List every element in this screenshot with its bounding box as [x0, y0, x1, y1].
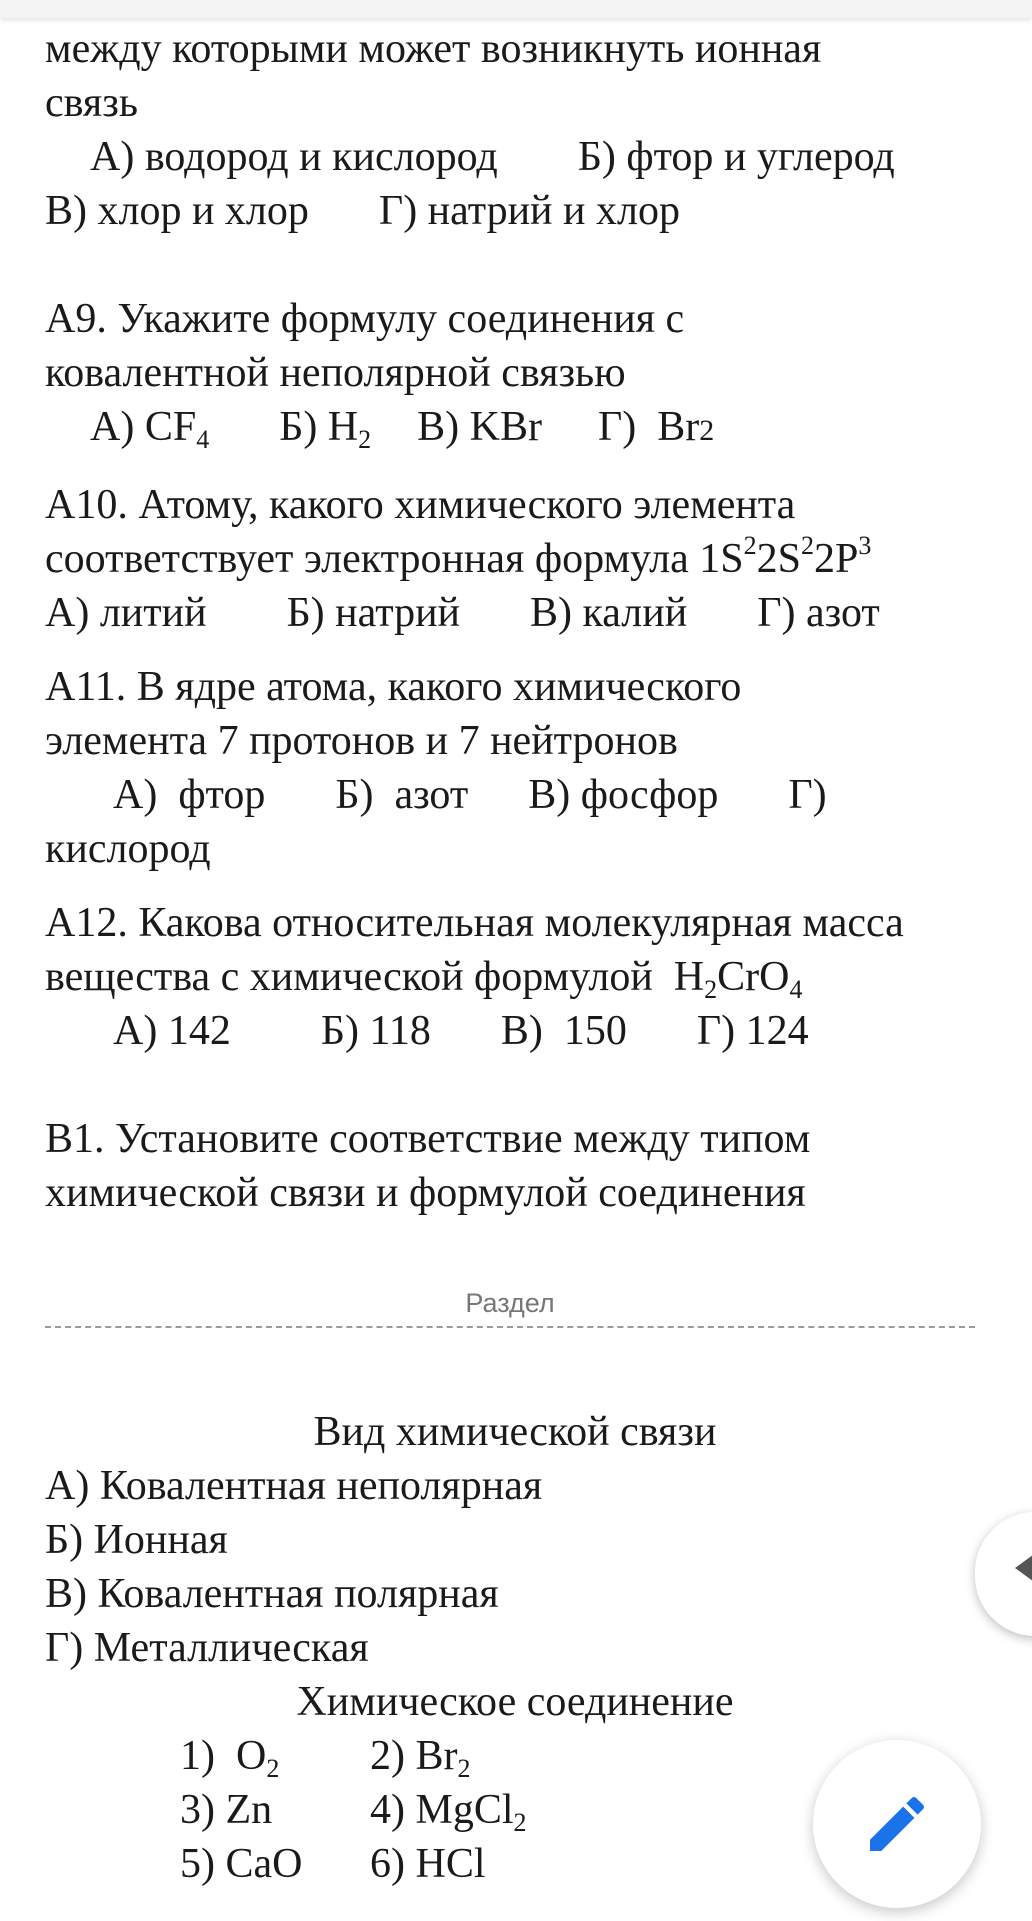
question-a12-options — [45, 1004, 1005, 1058]
section-divider — [45, 1326, 975, 1328]
options-line — [45, 184, 1005, 238]
options-line — [45, 130, 1005, 184]
pencil-icon — [861, 1788, 933, 1860]
bond-type-c: В) Ковалентная полярная — [45, 1571, 499, 1617]
compound-4: 4) MgCl$_2$ — [370, 1787, 527, 1837]
option-b: Б) $H_2$ — [279, 404, 372, 454]
bond-types-title: Вид химической связи — [313, 1409, 717, 1455]
spacer — [45, 640, 1005, 660]
option-b: Б) натрий — [286, 590, 461, 636]
option-c: В) 150 — [500, 1008, 627, 1054]
question-a10-text: А10. Атому, какого химического элемента — [45, 482, 796, 528]
option-a: А) литий — [45, 590, 207, 636]
question-a11-text: элемента 7 протонов и 7 нейтронов — [45, 718, 678, 764]
bond-type-a: А) Ковалентная неполярная — [45, 1463, 543, 1509]
text-line: между которыми может возникнуть ионная — [45, 26, 822, 72]
question-a10-formula-line: соответствует электронная формула $1S^22S^22P^3$ — [45, 531, 872, 582]
spacer — [45, 876, 1005, 896]
option-d: Г) — [788, 772, 827, 818]
option-a: А) фтор — [113, 772, 266, 818]
option-c: В) фосфор — [528, 772, 719, 818]
question-a12-text: А12. Какова относительная молекулярная масса — [45, 900, 904, 946]
option-c: В) хлор и хлор — [45, 188, 309, 234]
option-d: Г) Br2 — [597, 404, 715, 450]
question-a9-text: А9. Укажите формулу соединения с — [45, 296, 685, 342]
option-b: Б) 118 — [320, 1008, 431, 1054]
option-c: В) KBr — [417, 404, 542, 450]
option-d: Г) 124 — [696, 1008, 809, 1054]
question-a9-text: ковалентной неполярной связью — [45, 350, 626, 396]
compounds-title: Химическое соединение — [296, 1679, 734, 1725]
option-a: А) водород и кислород — [90, 134, 498, 180]
option-d: Г) азот — [757, 590, 880, 636]
question-a11-options — [45, 768, 1005, 822]
spacer — [45, 238, 1005, 292]
compound-1: 1) $O_2$ — [180, 1733, 280, 1783]
spacer — [45, 458, 1005, 478]
option-b: Б) фтор и углерод — [577, 134, 895, 180]
section-label: Раздел — [465, 1288, 555, 1318]
option-b: Б) азот — [335, 772, 469, 818]
question-b1-text: химической связи и формулой соединения — [45, 1170, 806, 1216]
question-a11-text: А11. В ядре атома, какого химического — [45, 664, 742, 710]
option-c: В) калий — [530, 590, 688, 636]
bond-type-b: Б) Ионная — [45, 1517, 228, 1563]
question-a9-options — [45, 400, 1005, 458]
option-d: Г) натрий и хлор — [378, 188, 680, 234]
document-body — [45, 22, 1005, 1220]
bond-type-d: Г) Металлическая — [45, 1625, 369, 1671]
section-break — [45, 1288, 975, 1328]
option-a: А) 142 — [113, 1008, 231, 1054]
compound-5: 5) CaO — [180, 1841, 303, 1887]
question-a12-formula-line: вещества с химической формулой $H_2CrO_4$ — [45, 954, 803, 1004]
compound-6: 6) HCl — [370, 1841, 486, 1887]
option-d-continued: кислород — [45, 826, 211, 872]
compound-3: 3) Zn — [180, 1787, 273, 1833]
question-b1-text: В1. Установите соответствие между типом — [45, 1116, 811, 1162]
option-a: А) $CF_4$ — [90, 404, 210, 454]
chevron-left-icon — [1015, 1552, 1032, 1584]
spacer — [45, 1058, 1005, 1112]
edit-fab-button[interactable] — [813, 1740, 981, 1908]
text-line: связь — [45, 80, 138, 126]
question-a10-options — [45, 586, 1005, 640]
top-app-bar — [0, 0, 1032, 18]
compound-2: 2) $Br_2$ — [370, 1733, 471, 1783]
